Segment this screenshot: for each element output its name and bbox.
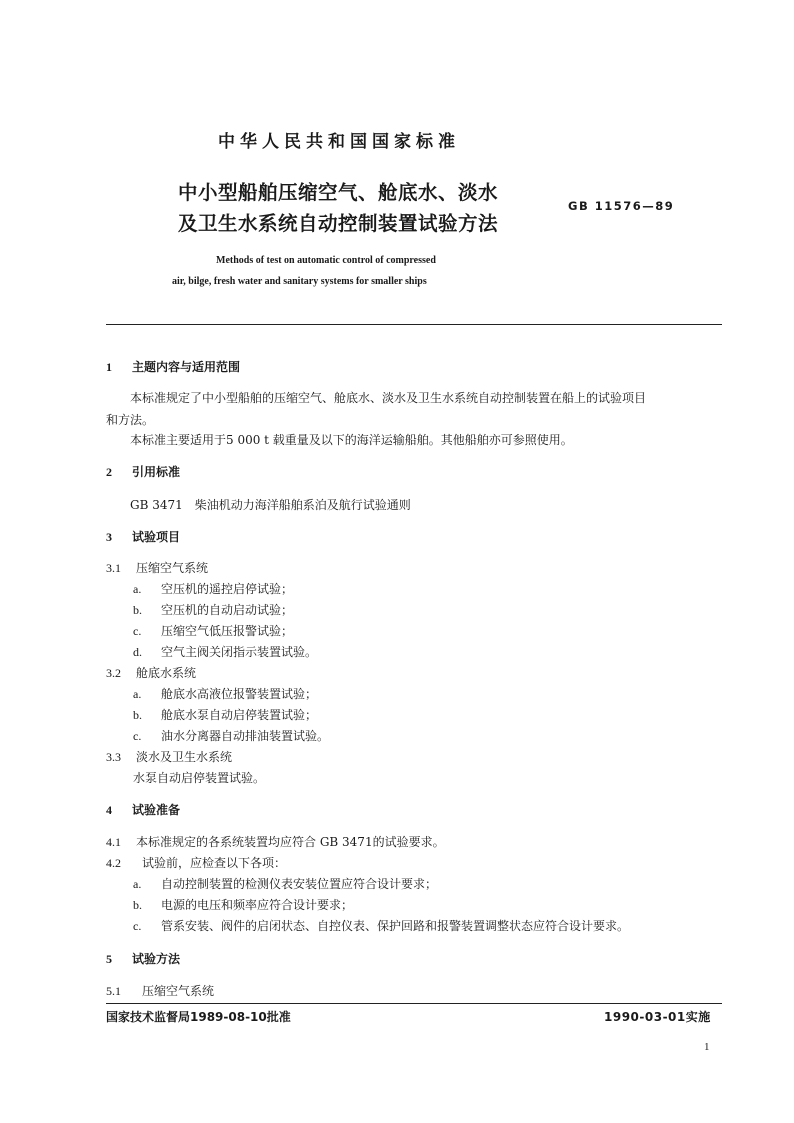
footer-divider [106,1003,722,1004]
subsection-title: 压缩空气系统 [142,984,215,998]
approval-date: 国家技术监督局1989-08-10批准 [106,1010,291,1024]
subsection-body: 水泵自动启停装置试验。 [133,771,266,785]
section-number: 2 [106,465,112,479]
list-item-text: 管系安装、阀件的启闭状态、自控仪表、保护回路和报警装置调整状态应符合设计要求。 [161,919,630,933]
english-title-line2: air, bilge, fresh water and sanitary systems for smaller ships [172,276,427,287]
section-number: 4 [106,803,112,817]
section-4-heading [106,801,180,818]
subsection-3-1 [106,559,208,576]
section-5-heading [106,950,180,967]
list-item [133,643,317,660]
list-item [133,896,353,913]
list-item-text: 自动控制装置的检测仪表安装位置应符合设计要求； [161,877,438,891]
paragraph-scope-line2: 和方法。 [106,413,155,427]
header-divider [106,324,722,325]
section-number: 5 [106,952,112,966]
list-item-text: 电源的电压和频率应符合设计要求； [161,898,354,912]
list-marker: c. [133,729,142,743]
subsection-number: 4.1 [106,835,121,849]
subsection-title: 淡水及卫生水系统 [136,750,233,764]
list-marker: c. [133,919,142,933]
national-standard-heading: 中华人民共和国国家标准 [218,132,460,152]
subsection-number: 3.1 [106,561,121,575]
subsection-number: 3.2 [106,666,121,680]
referenced-standard: GB 3471 柴油机动力海洋船舶系泊及航行试验通则 [130,498,411,512]
document-title-line1: 中小型船舶压缩空气、舱底水、淡水 [178,181,499,204]
subsection-3-2 [106,664,196,681]
paragraph-scope-line1: 本标准规定了中小型船舶的压缩空气、舱底水、淡水及卫生水系统自动控制装置在船上的试验项目 [130,391,647,405]
section-3-heading [106,528,180,545]
document-title-line2: 及卫生水系统自动控制装置试验方法 [178,212,499,235]
subsection-text: 本标准规定的各系统装置均应符合 GB 3471的试验要求。 [136,835,445,849]
english-title-line1: Methods of test on automatic control of compressed [216,255,436,266]
list-marker: a. [133,877,142,891]
subsection-title: 压缩空气系统 [136,561,209,575]
subsection-4-1 [106,833,445,850]
section-number: 1 [106,360,112,374]
section-number: 3 [106,530,112,544]
list-item [133,685,317,702]
list-marker: a. [133,687,142,701]
paragraph-applicability: 本标准主要适用于5 000 t 载重量及以下的海洋运输船舶。其他船舶亦可参照使用。 [130,433,573,447]
section-title: 试验准备 [132,803,181,817]
list-item [133,917,629,934]
list-item [133,875,437,892]
list-item [133,601,293,618]
page-number: 1 [704,1041,710,1053]
subsection-text: 试验前，应检查以下各项： [142,856,287,870]
list-marker: b. [133,603,142,617]
list-item [133,622,293,639]
subsection-number: 4.2 [106,856,121,870]
list-marker: b. [133,708,142,722]
section-1-heading [106,358,240,375]
subsection-number: 5.1 [106,984,121,998]
list-marker: b. [133,898,142,912]
standard-number: GB 11576—89 [568,199,675,213]
section-title: 主题内容与适用范围 [132,360,241,374]
list-marker: a. [133,582,142,596]
list-item-text: 空压机的自动启动试验； [161,603,294,617]
section-2-heading [106,463,180,480]
implementation-date: 1990-03-01实施 [604,1010,711,1024]
list-marker: d. [133,645,142,659]
list-item-text: 压缩空气低压报警试验； [161,624,294,638]
section-title: 引用标准 [132,465,181,479]
section-title: 试验项目 [132,530,181,544]
list-item [133,580,293,597]
subsection-5-1 [106,982,214,999]
list-item [133,727,329,744]
list-item-text: 舱底水泵自动启停装置试验； [161,708,318,722]
list-item [133,706,317,723]
list-item-text: 油水分离器自动排油装置试验。 [161,729,330,743]
subsection-number: 3.3 [106,750,121,764]
section-title: 试验方法 [132,952,181,966]
list-item-text: 舱底水高液位报警装置试验； [161,687,318,701]
subsection-3-3 [106,748,232,765]
subsection-title: 舱底水系统 [136,666,197,680]
list-item-text: 空压机的遥控启停试验； [161,582,294,596]
list-marker: c. [133,624,142,638]
list-item-text: 空气主阀关闭指示装置试验。 [161,645,318,659]
subsection-4-2 [106,854,286,871]
